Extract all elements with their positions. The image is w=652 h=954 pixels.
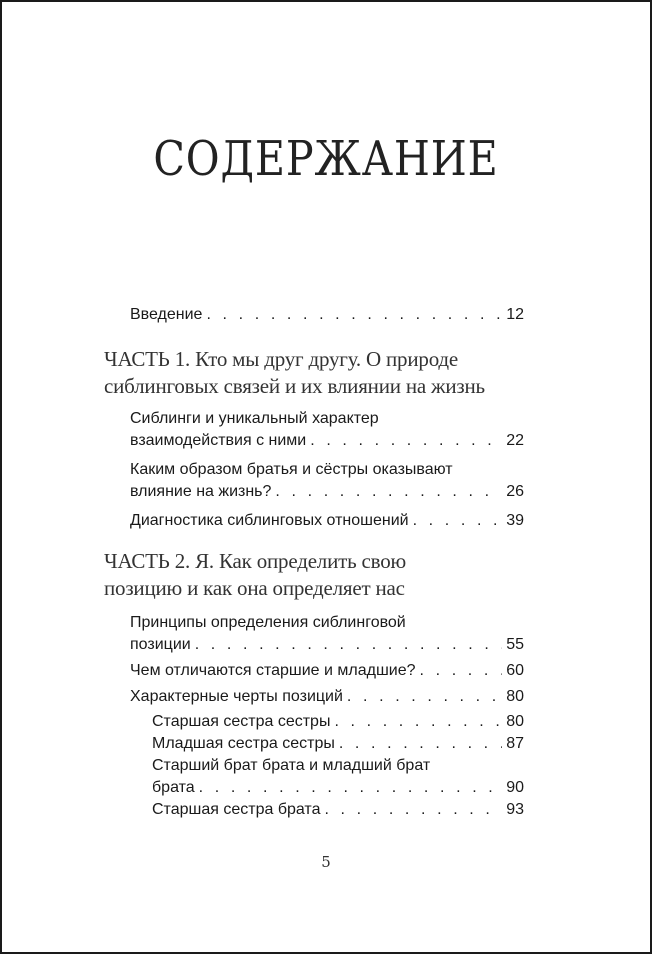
part-2-title-line-1: ЧАСТЬ 2. Я. Как определить свою (104, 549, 407, 573)
toc-entry-intro[interactable] (130, 304, 524, 326)
dot-leader (310, 430, 502, 452)
dot-leader (339, 733, 502, 755)
toc-entry-label: взаимодействия с ними (130, 432, 307, 449)
toc-entry-page: 80 (506, 713, 524, 730)
dot-leader (199, 777, 503, 799)
toc-subentry[interactable] (152, 711, 524, 733)
toc-entry-page: 26 (506, 483, 524, 500)
toc-subentry[interactable] (152, 799, 524, 821)
toc-entry-label-line: Сиблинги и уникальный характер (130, 410, 379, 427)
dot-leader (334, 711, 502, 733)
dot-leader (324, 799, 502, 821)
toc-entry-label: Введение (130, 306, 203, 323)
toc-entry-page: 90 (506, 779, 524, 796)
toc-entry-label: Старшая сестра брата (152, 801, 321, 818)
toc-entry-label: позиции (130, 636, 191, 653)
toc-entry-label-line: Каким образом братья и сёстры оказывают (130, 461, 453, 478)
part-1-title-line-1: ЧАСТЬ 1. Кто мы друг другу. О природе (104, 347, 458, 371)
part-1-title-line-2: сиблинговых связей и их влиянии на жизнь (104, 374, 485, 398)
toc-entry[interactable] (130, 686, 524, 708)
toc-entry-page: 22 (506, 432, 524, 449)
contents-heading: СОДЕРЖАНИЕ (153, 131, 499, 187)
toc-entry-page: 12 (506, 306, 524, 323)
dot-leader (347, 686, 502, 708)
dot-leader (195, 634, 503, 656)
toc-entry-label: брата (152, 779, 195, 796)
toc-entry[interactable] (130, 459, 524, 503)
toc-entry-label: Чем отличаются старшие и младшие? (130, 662, 416, 679)
toc-entry-label: Характерные черты позиций (130, 688, 343, 705)
toc-entry-label-line: Принципы определения сиблинговой (130, 614, 406, 631)
toc-entry[interactable] (130, 408, 524, 452)
toc-subentry[interactable] (152, 733, 524, 755)
toc-entry-page: 80 (506, 688, 524, 705)
toc-entry-label: Младшая сестра сестры (152, 735, 335, 752)
toc-entry-page: 55 (506, 636, 524, 653)
toc-entry[interactable] (130, 612, 524, 656)
toc-entry-label-line: Старший брат брата и младший брат (152, 757, 431, 774)
dot-leader (275, 481, 502, 503)
part-2-title-line-2: позицию и как она определяет нас (104, 576, 405, 600)
page-number: 5 (321, 853, 331, 871)
dot-leader (413, 510, 503, 532)
toc-subentry[interactable] (152, 755, 524, 799)
toc-entry[interactable] (130, 660, 524, 682)
toc-entry-page: 87 (506, 735, 524, 752)
toc-entry-page: 60 (506, 662, 524, 679)
toc-entry[interactable] (130, 510, 524, 532)
toc-entry-page: 39 (506, 512, 524, 529)
toc-entry-label: Старшая сестра сестры (152, 713, 331, 730)
toc-entry-page: 93 (506, 801, 524, 818)
toc-entry-label: Диагностика сиблинговых отношений (130, 512, 409, 529)
toc-entry-label: влияние на жизнь? (130, 483, 272, 500)
dot-leader (206, 304, 502, 326)
dot-leader (420, 660, 503, 682)
